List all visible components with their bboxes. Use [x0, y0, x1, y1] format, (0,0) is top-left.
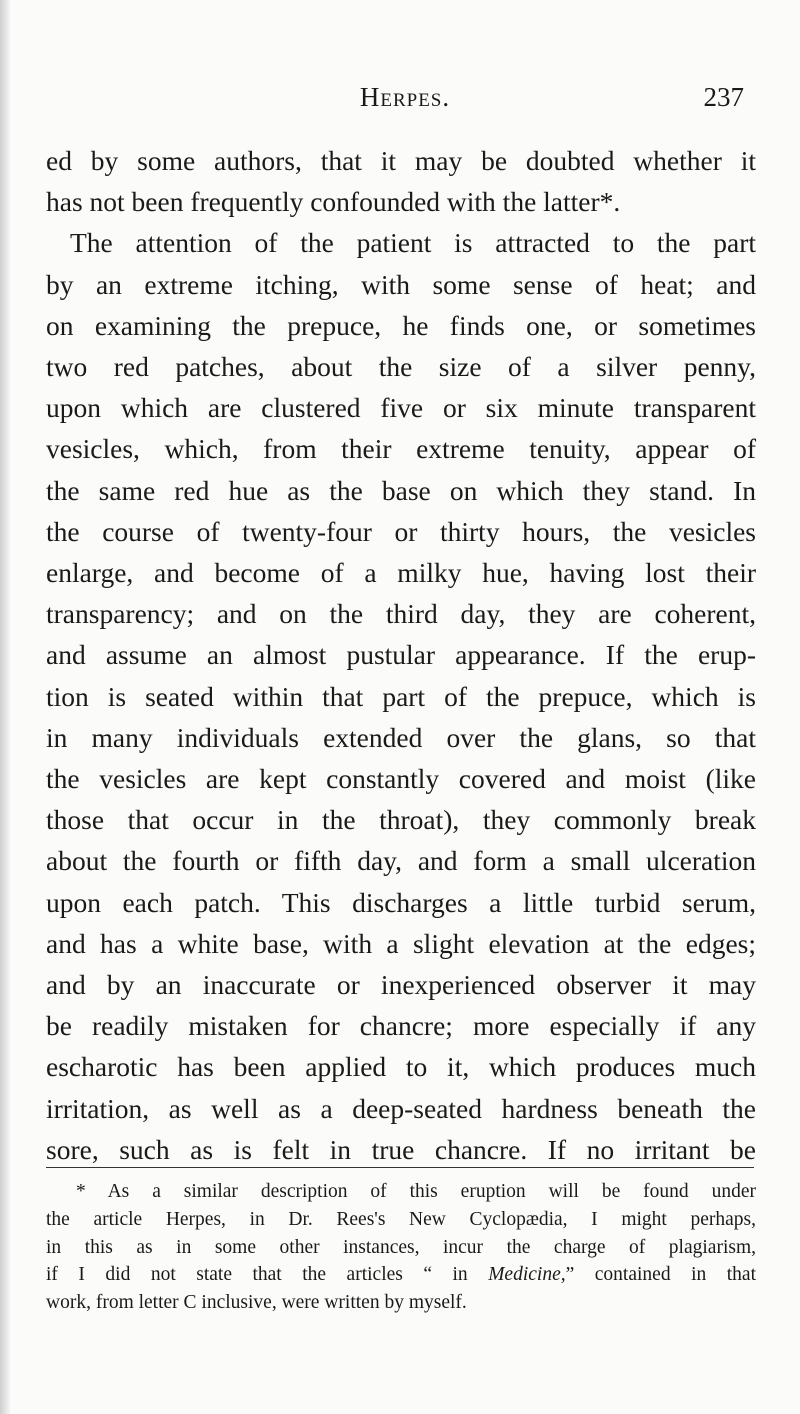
text-line: the vesicles are kept constantly covered and moist (like: [46, 763, 756, 795]
text-line: be readily mistaken for chancre; more especially if any: [46, 1010, 756, 1042]
text-line: and assume an almost pustular appearance. If the erup-: [46, 639, 756, 671]
body-text: [46, 140, 756, 1170]
text-line: escharotic has been applied to it, which produces much: [46, 1051, 756, 1083]
footnote-line: [46, 1261, 756, 1289]
text-line: and has a white base, with a slight elevation at the edges;: [46, 927, 756, 959]
text-line: ed by some authors, that it may be doubted whether it: [46, 145, 756, 176]
text-line: the course of twenty-four or thirty hours, the vesicles: [46, 515, 756, 547]
footnote-line: work, from letter C inclusive, were written by myself.: [46, 1292, 467, 1314]
text-line: by an extreme itching, with some sense of heat; and: [46, 268, 756, 300]
text-line: in many individuals extended over the glans, so that: [46, 721, 756, 753]
text-line: tion is seated within that part of the prepuce, which is: [46, 680, 756, 712]
footnote-line: * As a similar description of this eruption will be found under: [76, 1181, 756, 1202]
text-line: sore, such as is felt in true chancre. If no irritant be: [46, 1133, 756, 1165]
text-line: and by an inaccurate or inexperienced observer it may: [46, 969, 756, 1001]
text-line: the same red hue as the base on which they stand. In: [46, 474, 756, 506]
text-line: two red patches, about the size of a silver penny,: [46, 351, 756, 383]
text-line: has not been frequently confounded with the latter*.: [46, 186, 621, 218]
footnote-line: the article Herpes, in Dr. Rees's New Cyclopædia, I might perhaps,: [46, 1208, 756, 1230]
footnote-text: if I did not state that the articles “ in: [46, 1264, 489, 1286]
text-line: enlarge, and become of a milky hue, having lost their: [46, 557, 756, 589]
text-line: those that occur in the throat), they commonly break: [46, 804, 756, 836]
text-line: vesicles, which, from their extreme tenuity, appear of: [46, 433, 756, 465]
text-line: on examining the prepuce, he finds one, or sometimes: [46, 309, 756, 341]
running-head: [40, 78, 744, 118]
text-line: upon which are clustered five or six minute transparent: [46, 392, 756, 424]
footnote-line: in this as in some other instances, incur the charge of plagiarism,: [46, 1236, 756, 1258]
footnote-text: ” contained in that: [565, 1264, 756, 1286]
scan-edge-shadow: [0, 0, 10, 1414]
text-line: upon each patch. This discharges a little turbid serum,: [46, 886, 756, 918]
running-title: Herpes.: [359, 82, 451, 112]
text-line: irritation, as well as a deep-seated hardness beneath the: [46, 1092, 756, 1124]
page-number: 237: [703, 82, 744, 112]
footnote-italic-term: Medicine,: [488, 1264, 566, 1286]
footnote: [46, 1178, 756, 1317]
text-line: transparency; and on the third day, they are coherent,: [46, 598, 756, 630]
text-line: The attention of the patient is attracted to the part: [70, 227, 756, 259]
footnote-rule: [46, 1167, 754, 1168]
text-line: about the fourth or fifth day, and form a small ulceration: [46, 845, 756, 877]
